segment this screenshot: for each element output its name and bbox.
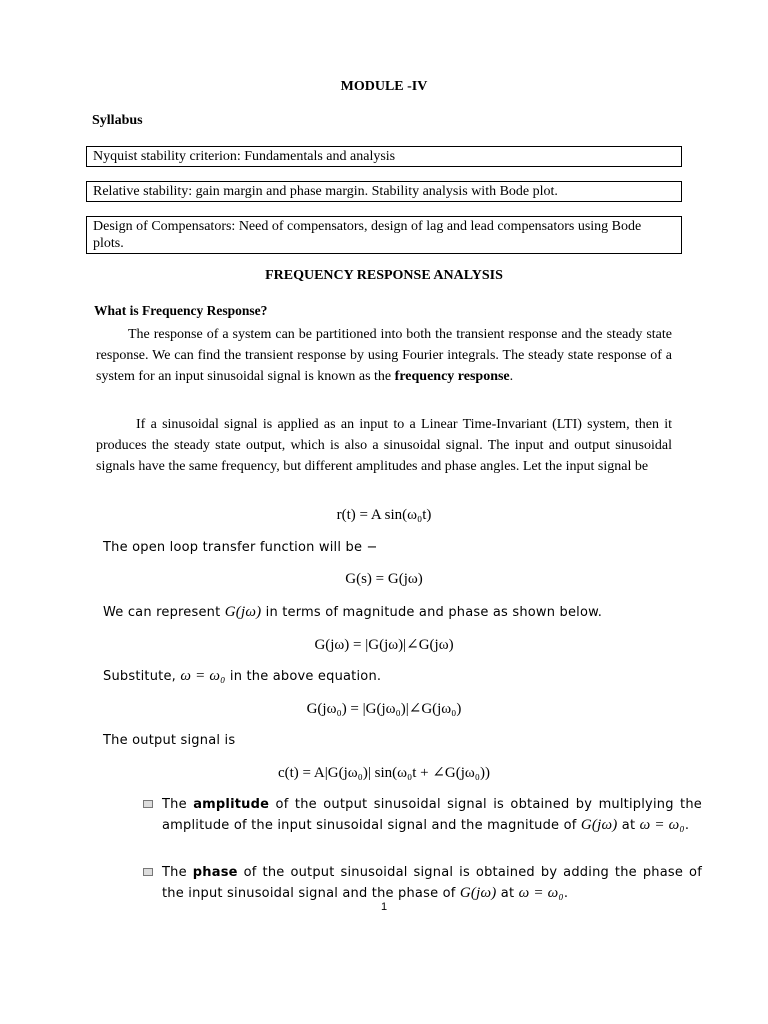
bullet-1-end: . [684, 818, 690, 833]
bullet-2-pre: The [162, 865, 193, 880]
bullet-2-math2: ω = ω₀ [518, 885, 564, 901]
bullet-amplitude [162, 794, 702, 836]
bullet-1-math1: G(jω) [580, 817, 618, 833]
equation-output-signal: c(t) = A|G(jω₀)| sin(ω₀t + ∠G(jω₀)) [277, 765, 490, 781]
paragraph-1 [96, 324, 672, 387]
open-loop-line: The open loop transfer function will be − [103, 540, 378, 555]
equation-transfer-function: G(s) = G(jω) [345, 571, 423, 587]
represent-post: in terms of magnitude and phase as shown below. [261, 605, 603, 620]
paragraph-1-bold: frequency response [394, 369, 510, 384]
syllabus-item-2: Relative stability: gain margin and phase margin. Stability analysis with Bode plot. [86, 181, 682, 202]
output-signal-line: The output signal is [103, 733, 236, 748]
bullet-2-math1: G(jω) [459, 885, 497, 901]
bullet-icon [143, 868, 153, 876]
syllabus-heading: Syllabus [92, 113, 143, 128]
paragraph-1-text: The response of a system can be partitioned into both the transient response and the steady state response. We can find the transient response by using Fourier integrals. The steady state response of a system for an input sinusoidal signal is known as the [96, 327, 672, 384]
bullet-1-mid: of the output sinusoidal signal is obtained by multiplying the amplitude of the input sinusoidal signal and the magnitude of [162, 797, 702, 833]
bullet-1-pre: The [162, 797, 194, 812]
bullet-1-mid2: at [617, 818, 640, 833]
bullet-2-bold: phase [192, 865, 238, 880]
substitute-math: ω = ω₀ [180, 668, 226, 684]
represent-pre: We can represent [103, 605, 225, 620]
paragraph-2 [96, 414, 672, 477]
equation-magnitude-phase: G(jω) = |G(jω)|∠G(jω) [314, 637, 454, 653]
bullet-phase [162, 862, 702, 904]
equation-substituted: G(jω₀) = |G(jω₀)|∠G(jω₀) [306, 701, 462, 717]
substitute-post: in the above equation. [225, 669, 382, 684]
paragraph-1-end: . [509, 369, 514, 384]
question-heading: What is Frequency Response? [94, 303, 268, 318]
section-title: FREQUENCY RESPONSE ANALYSIS [265, 268, 503, 283]
paragraph-2-text: If a sinusoidal signal is applied as an input to a Linear Time-Invariant (LTI) system, then it produces the steady state output, which is also a sinusoidal signal. The input and output sinusoidal signals have the same frequency, but different amplitudes and phase angles. Let the input signal be [96, 417, 672, 474]
bullet-2-mid2: at [496, 886, 519, 901]
substitute-pre: Substitute, [103, 669, 181, 684]
page-number: 1 [380, 901, 388, 913]
bullet-1-bold: amplitude [193, 797, 270, 812]
bullet-2-end: . [563, 886, 569, 901]
syllabus-item-1: Nyquist stability criterion: Fundamentals and analysis [86, 146, 682, 167]
bullet-icon [143, 800, 153, 808]
bullet-2-mid: of the output sinusoidal signal is obtained by adding the phase of the input sinusoidal signal and the phase of [162, 865, 702, 901]
syllabus-item-3: Design of Compensators: Need of compensators, design of lag and lead compensators using Bode plots. [86, 216, 682, 254]
substitute-line [103, 668, 381, 685]
bullet-1-math2: ω = ω₀ [639, 817, 685, 833]
module-title: MODULE -IV [340, 79, 428, 94]
represent-line [103, 604, 602, 621]
represent-math: G(jω) [224, 604, 262, 620]
equation-input-signal: r(t) = A sin(ω₀t) [336, 507, 432, 523]
